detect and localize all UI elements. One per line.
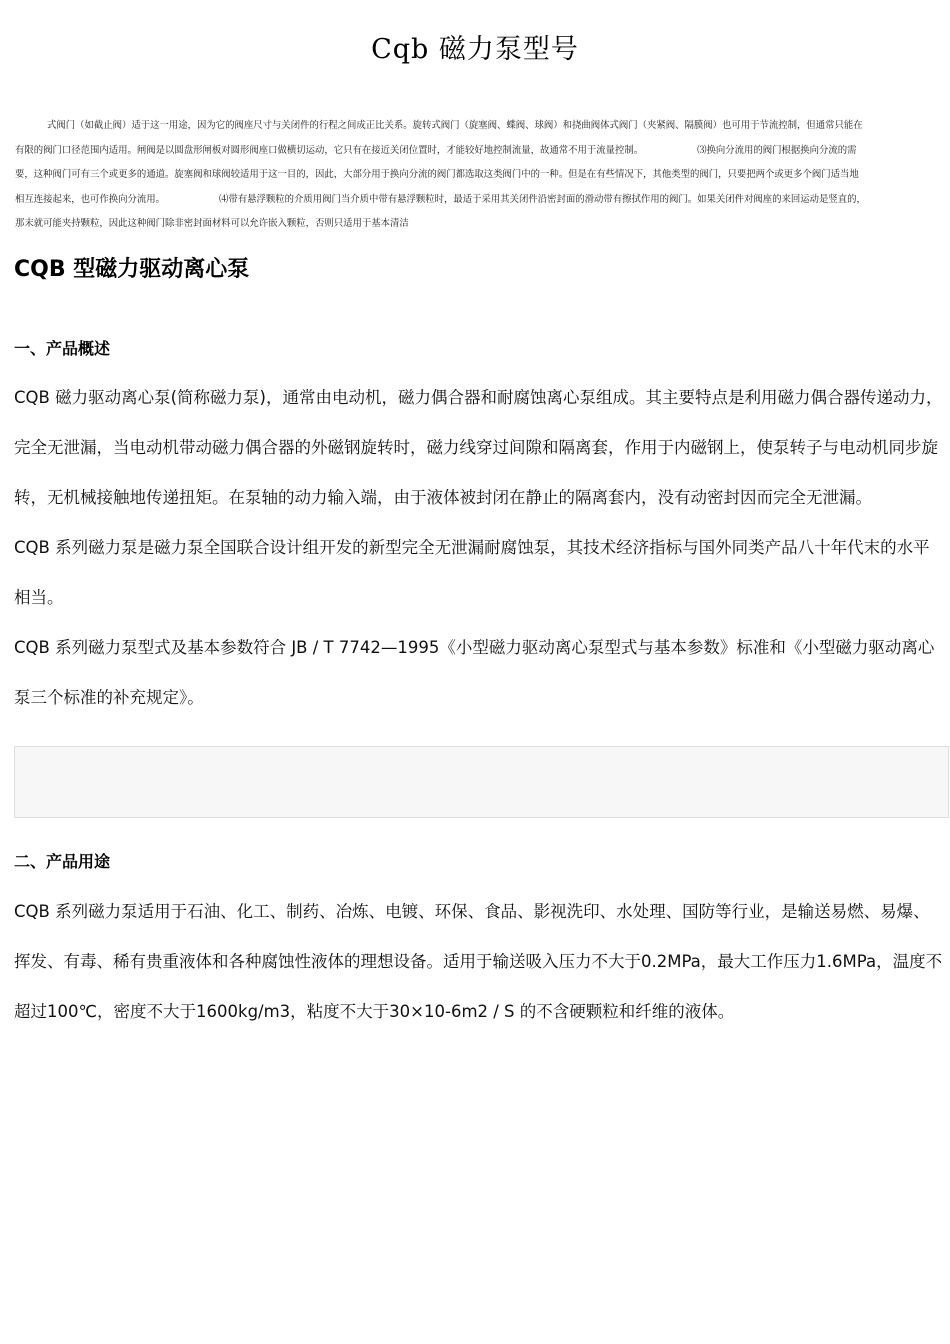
paragraph-line: CQB 系列磁力泵型式及基本参数符合 JB / T 7742—1995《小型磁力驱动离心泵型式与基本参数》标准和《小型磁力驱动离心	[14, 638, 935, 657]
section-heading-usage: 二、产品用途	[14, 852, 111, 871]
page-title: Cqb 磁力泵型号	[371, 34, 579, 65]
intro-line-segment: 相互连接起来，也可作换向分流用。	[15, 193, 166, 205]
intro-text-block	[15, 114, 950, 237]
paragraph-line: 泵三个标准的补充规定》。	[14, 688, 204, 707]
intro-line	[15, 139, 950, 164]
intro-line-segment: ⑷带有悬浮颗粒的介质用阀门当介质中带有悬浮颗粒时，最适于采用其关闭件沿密封面的滑动带有擦拭作用的阀门。如果关闭件对阀座的来回运动是竖直的，	[219, 193, 866, 205]
section-heading-overview: 一、产品概述	[14, 339, 111, 358]
paragraph-line: CQB 系列磁力泵适用于石油、化工、制药、冶炼、电镀、环保、食品、影视洗印、水处理、国防等行业，是输送易燃、易爆、	[14, 902, 930, 921]
paragraph-line: CQB 系列磁力泵是磁力泵全国联合设计组开发的新型完全无泄漏耐腐蚀泵，其技术经济指标与国外同类产品八十年代末的水平	[14, 538, 930, 557]
intro-line-segment: 有限的阀门口径范围内适用。闸阀是以圆盘形闸板对圆形阀座口做横切运动，它只有在接近关闭位置时，才能较好地控制流量，故通常不用于流量控制。	[15, 144, 644, 156]
intro-line	[15, 188, 950, 213]
paragraph-line: 完全无泄漏，当电动机带动磁力偶合器的外磁钢旋转时，磁力线穿过间隙和隔离套，作用于内磁钢上，使泵转子与电动机同步旋	[14, 438, 938, 457]
intro-line: 那末就可能夹持颗粒，因此这种阀门除非密封面材料可以允许嵌入颗粒，否则只适用于基本清洁	[15, 218, 409, 229]
intro-line-segment: ⑶换向分流用的阀门根据换向分流的需	[697, 144, 857, 156]
paragraph-line: 挥发、有毒、稀有贵重液体和各种腐蚀性液体的理想设备。适用于输送吸入压力不大于0.2MPa，最大工作压力1.6MPa，温度不	[14, 952, 943, 971]
paragraph-line: 相当。	[14, 588, 64, 607]
intro-line: 要，这种阀门可有三个或更多的通道。旋塞阀和球阀较适用于这一目的，因此，大部分用于换向分流的阀门都选取这类阀门中的一种。但是在有些情况下，其他类型的阀门，只要把两个或更多个阀门适当地	[15, 169, 859, 180]
empty-content-box	[14, 746, 949, 818]
intro-line: 式阀门（如截止阀）适于这一用途，因为它的阀座尺寸与关闭件的行程之间成正比关系。旋转式阀门（旋塞阀、蝶阀、球阀）和挠曲阀体式阀门（夹紧阀、隔膜阀）也可用于节流控制，但通常只能在	[47, 120, 863, 131]
paragraph-line: 转，无机械接触地传递扭矩。在泵轴的动力输入端，由于液体被封闭在静止的隔离套内，没有动密封因而完全无泄漏。	[14, 488, 872, 507]
paragraph-line: CQB 磁力驱动离心泵(简称磁力泵)，通常由电动机，磁力偶合器和耐腐蚀离心泵组成。其主要特点是利用磁力偶合器传递动力，	[14, 388, 943, 407]
paragraph-line: 超过100℃，密度不大于1600kg/m3，粘度不大于30×10-6m2 / S 的不含硬颗粒和纤维的液体。	[14, 1002, 735, 1021]
main-heading: CQB 型磁力驱动离心泵	[14, 257, 250, 282]
